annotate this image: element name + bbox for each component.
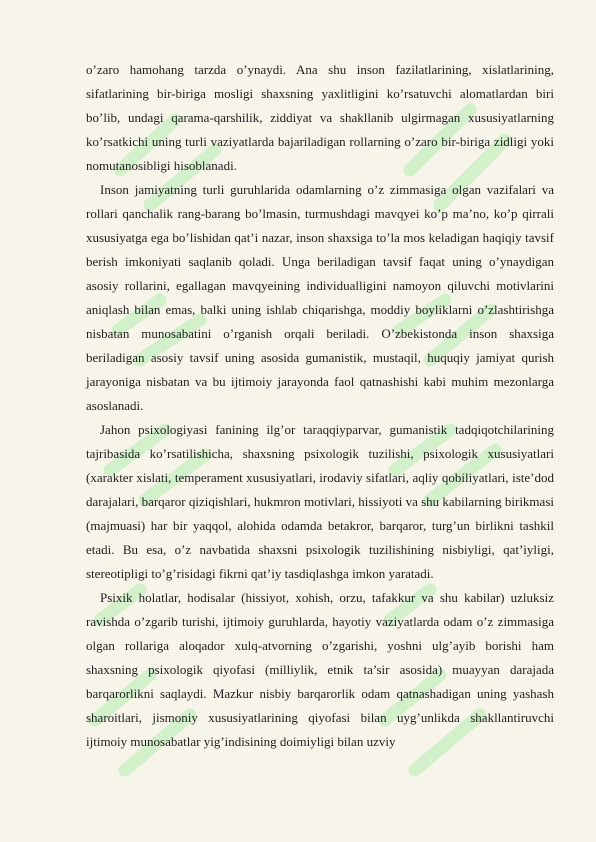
paragraph: o’zaro hamohang tarzda o’ynaydi. Ana shu inson fazilatlarining, xislatlarining, sifatlarining bir-biriga mosligi shaxsning yaxlitligini ko’rsatuvchi alomatlardan biri bo’lib, undagi qarama-qarshilik, ziddiyat va shakllanib ulgirmagan xususiyatlarning ko’rsatkichi uning turli vaziyatlarda bajariladigan rollarning o’zaro bir-biriga zidligi yoki nomutanosibligi hisoblanadi. — [86, 62, 554, 173]
body-text — [86, 58, 554, 754]
paragraph: Psixik holatlar, hodisalar (hissiyot, xohish, orzu, tafakkur va shu kabilar) uzluksiz ravishda o’zgarib turishi, ijtimoiy guruhlarda, hayotiy vaziyatlarda odam o’z zimmasiga olgan rollariga aloqador xulq-atvorning o’zgarishi, yoshni ulg’ayib borishi ham shaxsning psixologik qiyofasi (milliylik, etnik ta’sir asosida) muayyan darajada barqarorlikni saqlaydi. Mazkur nisbiy barqarorlik odam qatnashadigan uning yashash sharoitlari, jismoniy xususiyatlarining qiyofasi bilan uyg’unlikda shakllantiruvchi ijtimoiy munosabatlar yig’indisining doimiyligi bilan uzviy — [86, 590, 554, 749]
paragraph: Jahon psixologiyasi fanining ilg’or taraqqiyparvar, gumanistik tadqiqotchilarining tajribasida ko’rsatilishicha, shaxsning psixologik tuzilishi, psixologik xususiyatlari (xarakter xislati, temperament xususiyatlari, irodaviy sifatlari, aqliy qobiliyatlari, iste’dod darajalari, barqaror qiziqishlari, hukmron motivlari, hissiyoti va shu kabilarning birikmasi (majmuasi) har bir yaqqol, alohida odamda betakror, barqaror, turg’un birlikni tashkil etadi. Bu esa, o’z navbatida shaxsni psixologik tuzilishining nisbiyligi, qat’iyligi, stereotipligi to’g’risidagi fikrni qat’iy tasdiqlashga imkon yaratadi. — [86, 422, 554, 581]
paragraph: Inson jamiyatning turli guruhlarida odamlarning o’z zimmasiga olgan vazifalari va rollari qanchalik rang-barang bo’lmasin, turmushdagi mavqyei ko’p ma’no, ko’p qirrali xususiyatga ega bo’lishidan qat’i nazar, inson shaxsiga to’la mos keladigan haqiqiy tavsif berish imkoniyati saqlanib qoladi. Unga beriladigan tavsif faqat uning o’ynaydigan asosiy rollarini, egallagan mavqyeining individualligini namoyon qiluvchi motivlarini aniqlash bilan emas, balki uning ishlab chiqarishga, moddiy boyliklarni o’zlashtirishga nisbatan munosabatini o’rganish orqali beriladi. O’zbekistonda inson shaxsiga beriladigan asosiy tavsif uning asosida gumanistik, mustaqil, huquqiy jamiyat qurish jarayoniga nisbatan va bu ijtimoiy jarayonda faol qatnashishi kabi muhim mezonlarga asoslanadi. — [86, 182, 554, 413]
